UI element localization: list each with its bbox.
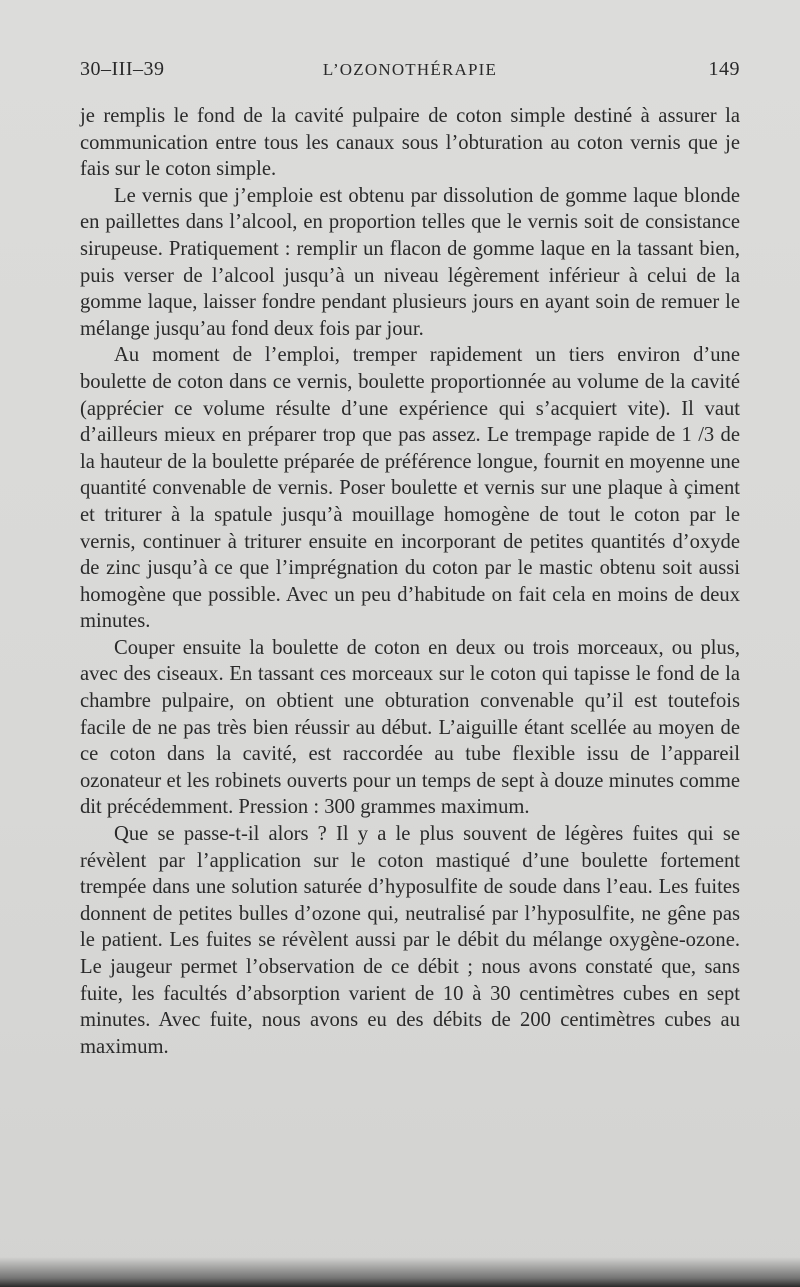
running-header [80,58,740,88]
header-date: 30–III–39 [80,58,165,80]
paragraph: Que se passe-t-il alors ? Il y a le plus souvent de légères fuites qui se révèlent par l’application sur le coton mastiqué d’une boulette fortement trempée dans une solution saturée d’hyposulfite de soude dans l’eau. Les fuites donnent de petites bulles d’ozone qui, neutralisé par l’hyposulfite, ne gêne pas le patient. Les fuites se révèlent aussi par le débit du mélange oxygène-ozone. Le jaugeur permet l’observation de ce débit ; nous avons constaté que, sans fuite, les facultés d’absorption varient de 10 à 30 centimètres cubes en sept minutes. Avec fuite, nous avons eu des débits de 200 centimètres cubes au maximum. [80,823,740,1058]
paragraph: Le vernis que j’emploie est obtenu par dissolution de gomme laque blonde en paillettes dans l’alcool, en proportion telles que le vernis soit de consistance sirupeuse. Pratiquement : remplir un flacon de gomme laque en la tassant bien, puis verser de l’alcool jusqu’à un niveau légèrement inférieur à celui de la gomme laque, laisser fondre pendant plusieurs jours en ayant soin de remuer le mélange jusqu’au fond deux fois par jour. [80,184,740,340]
paragraph: je remplis le fond de la cavité pulpaire de coton simple destiné à assurer la communication entre tous les canaux sous l’obturation au coton vernis que je fais sur le coton simple. [80,105,740,181]
page-number: 149 [708,58,740,80]
page-bottom-shadow [0,1257,800,1287]
header-title: L’OZONOTHÉRAPIE [322,60,498,79]
paragraph: Couper ensuite la boulette de coton en deux ou trois morceaux, ou plus, avec des ciseaux. En tassant ces morceaux sur le coton qui tapisse le fond de la chambre pulpaire, on obtient une obturation convenable qu’il est toutefois facile de ne pas très bien réussir au début. L’aiguille étant scellée au moyen de ce coton dans la cavité, est raccordée au tube flexible issu de l’appareil ozonateur et les robinets ouverts pour un temps de sept à douze minutes comme dit précédemment. Pression : 300 grammes maximum. [80,636,740,819]
body-text [80,103,740,1060]
paragraph: Au moment de l’emploi, tremper rapidement un tiers environ d’une boulette de coton dans ce vernis, boulette proportionnée au volume de la cavité (apprécier ce volume résulte d’une expérience qui s’acquiert vite). Il vaut d’ailleurs mieux en préparer trop que pas assez. Le trempage rapide de 1 /3 de la hauteur de la boulette préparée de préférence longue, fournit en moyenne une quantité convenable de vernis. Poser boulette et vernis sur une plaque à çiment et triturer à la spatule jusqu’à mouillage homogène de tout le coton par le vernis, continuer à triturer ensuite en incorporant de petites quantités d’oxyde de zinc jusqu’à ce que l’imprégnation du coton par le mastic obtenu soit aussi homogène que possible. Avec un peu d’habitude on fait cela en moins de deux minutes. [80,344,740,633]
